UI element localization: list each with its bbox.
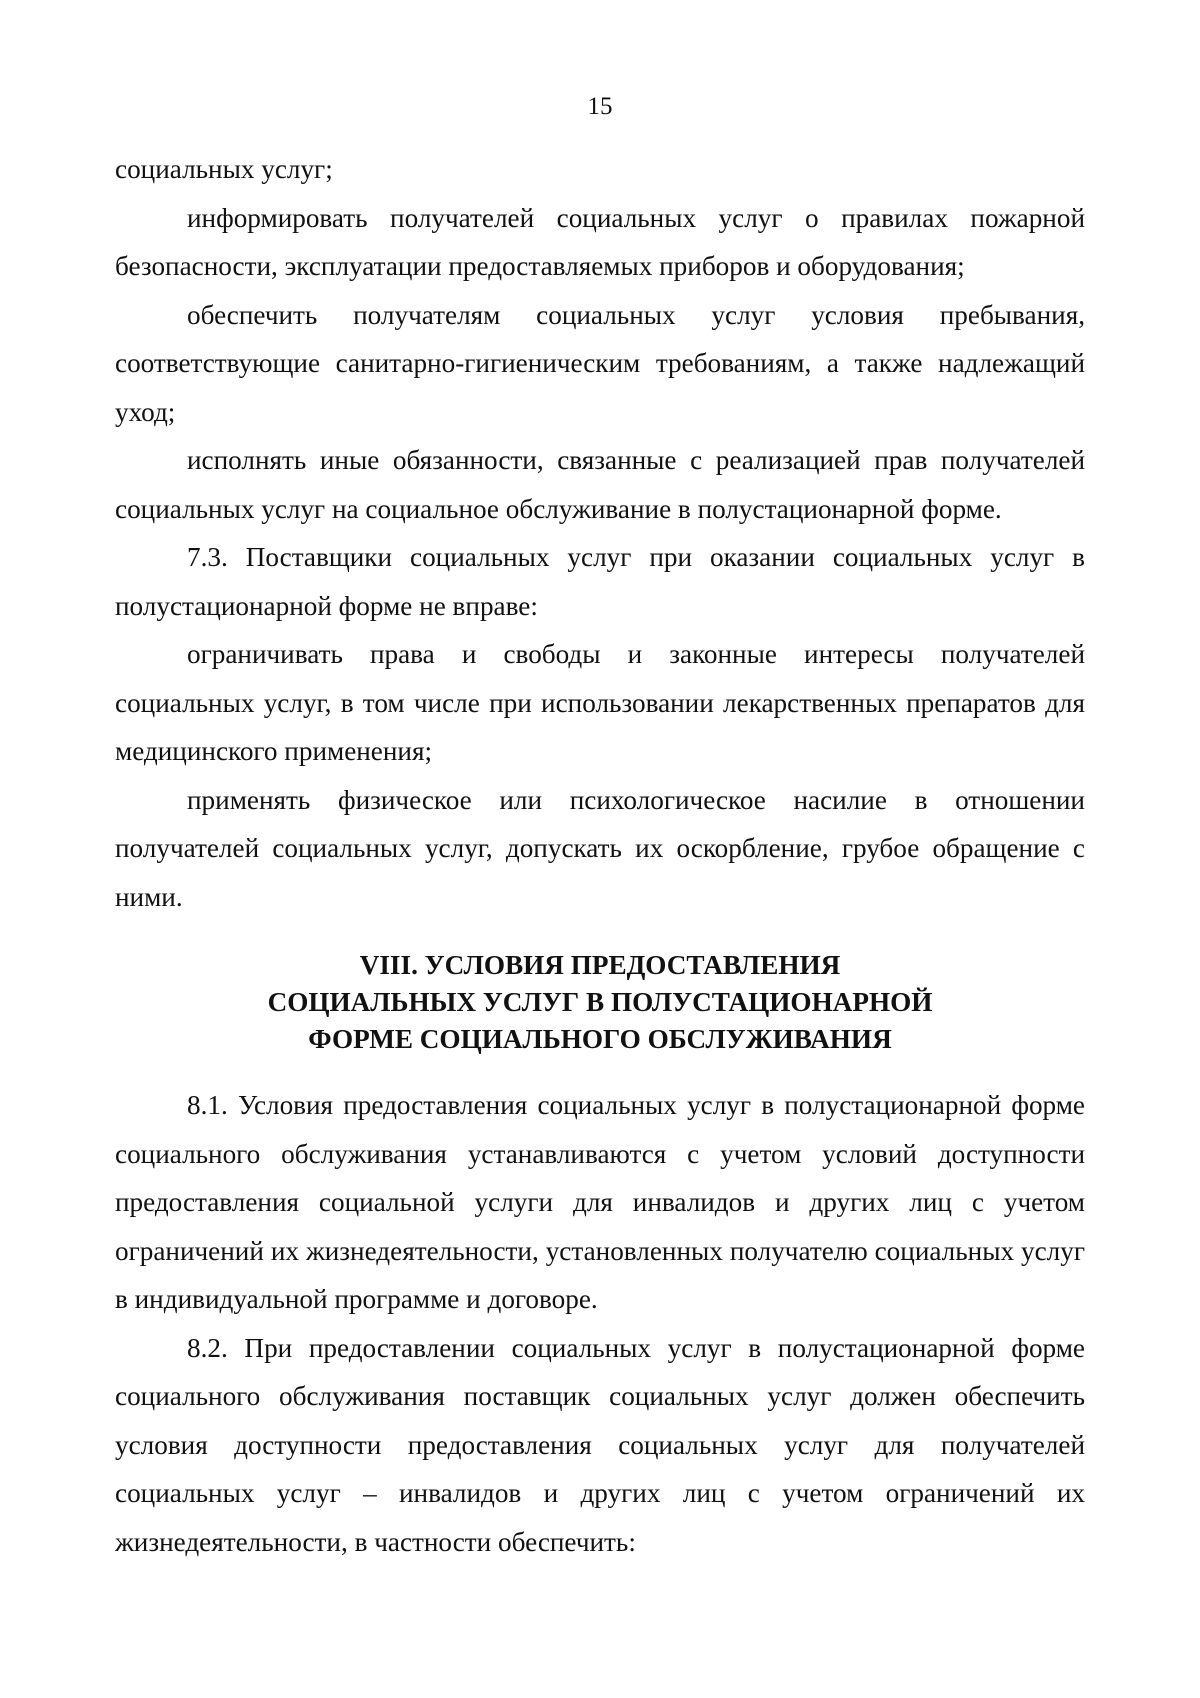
page-number: 15 [587, 93, 613, 120]
paragraph-inform-fire-safety: информировать получателей социальных услуг о правилах пожарной безопасности, эксплуатации предоставляемых приборов и оборудования; [115, 202, 1085, 281]
section-7-text [115, 145, 1085, 921]
heading-line-3: ФОРМЕ СОЦИАЛЬНОГО ОБСЛУЖИВАНИЯ [308, 1024, 892, 1054]
paragraph-7-3: 7.3. Поставщики социальных услуг при оказании социальных услуг в полустационарной форме не вправе: [115, 542, 1085, 621]
heading-line-1: VIII. УСЛОВИЯ ПРЕДОСТАВЛЕНИЯ [359, 950, 841, 980]
paragraph-restrict-rights: ограничивать права и свободы и законные интересы получателей социальных услуг, в том числе при использовании лекарственных препаратов для медицинского применения; [115, 639, 1085, 766]
section-8-text [115, 1081, 1085, 1566]
paragraph-violence: применять физическое или психологическое насилие в отношении получателей социальных услуг, допускать их оскорбление, грубое обращение с ними. [115, 784, 1085, 912]
heading-line-2: СОЦИАЛЬНЫХ УСЛУГ В ПОЛУСТАЦИОНАРНОЙ [267, 987, 933, 1017]
paragraph-ensure-conditions: обеспечить получателям социальных услуг условия пребывания, соответствующие санитарно-гигиеническим требованиям, а также надлежащий уход; [115, 299, 1085, 427]
paragraph-8-1: 8.1. Условия предоставления социальных услуг в полустационарной форме социального обслуживания устанавливаются с учетом условий доступности предоставления социальной услуги для инвалидов и других лиц с учетом ограничений их жизнедеятельности, установленных получателю социальных услуг в индивидуальной программе и договоре. [115, 1090, 1085, 1314]
paragraph-8-2: 8.2. При предоставлении социальных услуг в полустационарной форме социального обслуживания поставщик социальных услуг должен обеспечить условия доступности предоставления социальных услуг для получателей социальных услуг – инвалидов и других лиц с учетом ограничений их жизнедеятельности, в частности обеспечить: [115, 1332, 1085, 1557]
paragraph-other-duties: исполнять иные обязанности, связанные с реализацией прав получателей социальных услуг на социальное обслуживание в полустационарной форме. [115, 445, 1085, 524]
paragraph-continuation: социальных услуг; [115, 154, 333, 184]
section-8-heading [115, 947, 1085, 1058]
